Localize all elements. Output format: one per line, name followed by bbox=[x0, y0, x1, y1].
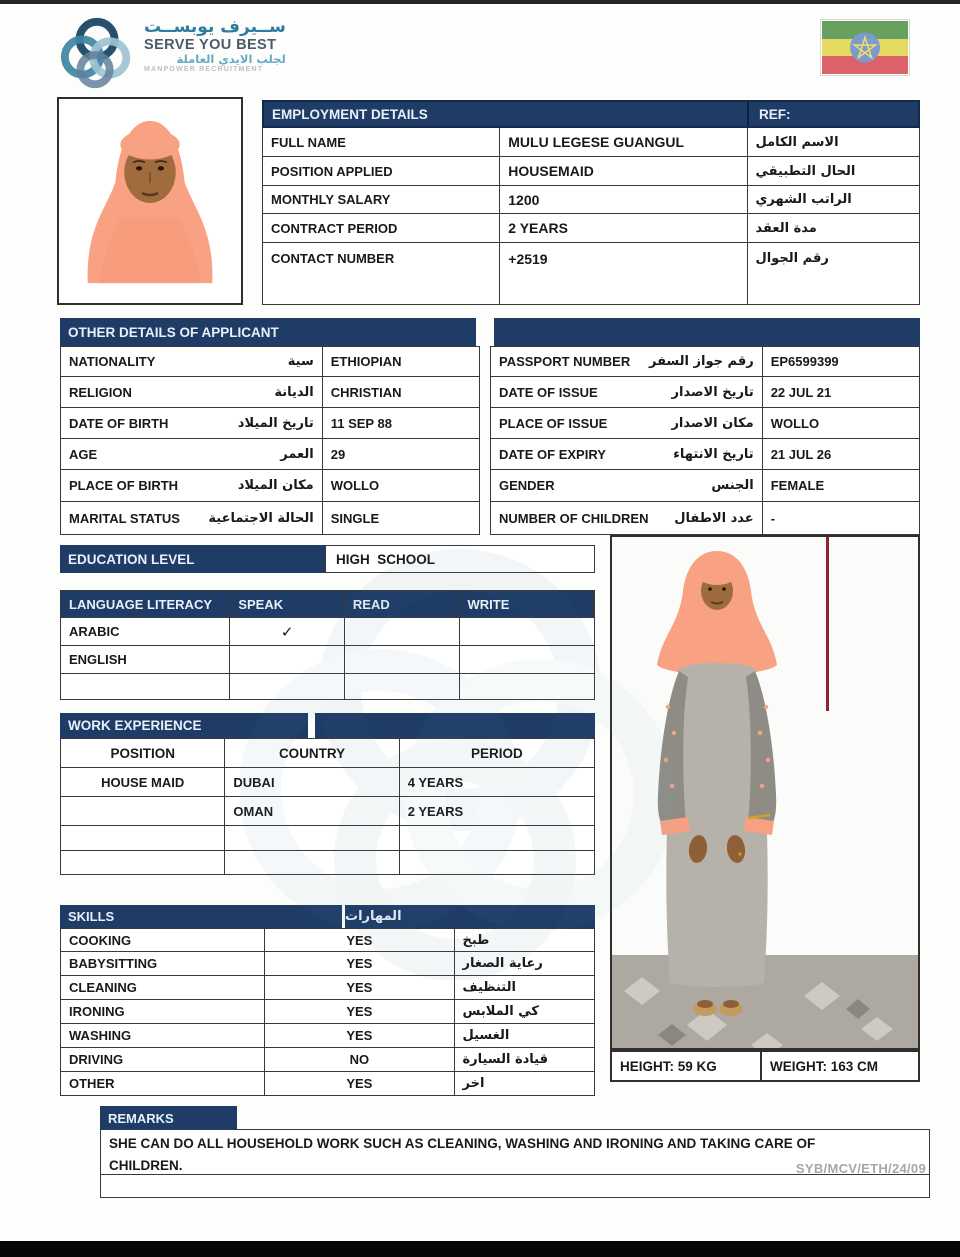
skill-row-babysitting bbox=[60, 952, 595, 976]
employment-row-contract bbox=[262, 214, 920, 243]
detail-row-nationality bbox=[60, 346, 480, 377]
work-experience-title-extension bbox=[315, 713, 595, 738]
column-header: PERIOD bbox=[470, 745, 523, 761]
field-label: RELIGION bbox=[69, 384, 132, 400]
detail-row-date-of-birth bbox=[60, 408, 480, 439]
field-label-pair bbox=[491, 408, 763, 438]
field-label: MONTHLY SALARY bbox=[263, 186, 500, 213]
skill-value: NO bbox=[265, 1048, 454, 1071]
work-row bbox=[60, 851, 595, 875]
field-label-arabic: سية bbox=[287, 354, 314, 369]
speak-cell bbox=[230, 674, 345, 699]
field-value: WOLLO bbox=[330, 478, 380, 493]
write-cell bbox=[460, 646, 594, 673]
field-label-arabic: مكان الميلاد bbox=[237, 478, 314, 493]
height-value: HEIGHT: 59 KG bbox=[610, 1050, 760, 1082]
field-label-arabic: مدة العقد bbox=[755, 220, 817, 236]
country-cell bbox=[225, 851, 399, 874]
period-cell bbox=[400, 851, 594, 874]
write-cell bbox=[460, 674, 594, 699]
skill-row-washing bbox=[60, 1024, 595, 1048]
skill-label: IRONING bbox=[61, 1000, 265, 1023]
field-label: DATE OF BIRTH bbox=[69, 415, 169, 431]
scan-edge-bottom bbox=[0, 1241, 960, 1257]
field-label: DATE OF EXPIRY bbox=[499, 446, 606, 462]
skill-row-driving bbox=[60, 1048, 595, 1072]
field-label-arabic: تاريخ الاصدار bbox=[671, 384, 754, 400]
field-label-arabic: تاريخ الانتهاء bbox=[673, 446, 754, 462]
field-label-arabic: الحال التطبيقي bbox=[755, 163, 856, 179]
skill-label-arabic: طبخ bbox=[462, 932, 490, 948]
field-label-arabic: مكان الاصدار bbox=[671, 415, 754, 431]
field-label-arabic: الديانة bbox=[274, 384, 314, 400]
full-body-illustration bbox=[612, 537, 918, 1048]
field-label-arabic: العمر bbox=[280, 446, 314, 462]
remarks-box bbox=[100, 1129, 930, 1198]
field-label: CONTACT NUMBER bbox=[263, 243, 500, 304]
field-value: MULU LEGESE GUANGUL bbox=[500, 128, 747, 156]
agency-logo bbox=[58, 14, 318, 98]
work-row bbox=[60, 768, 595, 797]
field-label-pair bbox=[61, 377, 323, 407]
logo-arabic-tagline: لجلب الايدي العاملة bbox=[176, 52, 286, 67]
skill-row-cooking bbox=[60, 928, 595, 952]
skills-table bbox=[60, 928, 595, 1096]
height-weight-row bbox=[610, 1050, 920, 1082]
position-cell bbox=[61, 826, 225, 850]
field-label-pair bbox=[61, 502, 323, 534]
detail-row-place-of-birth bbox=[60, 470, 480, 502]
logo-english-name: SERVE YOU BEST bbox=[144, 37, 277, 54]
speak-checkmark: ✓ bbox=[230, 618, 345, 645]
employment-details-title: EMPLOYMENT DETAILS bbox=[264, 102, 747, 126]
language-name bbox=[61, 674, 230, 699]
portrait-illustration bbox=[60, 99, 240, 301]
other-details-title: OTHER DETAILS OF APPLICANT bbox=[60, 318, 476, 346]
detail-row-age bbox=[60, 439, 480, 470]
remarks-text: SHE CAN DO ALL HOUSEHOLD WORK SUCH AS CLEANING, WASHING AND IRONING AND TAKING CARE OF CHILDREN. bbox=[109, 1136, 816, 1173]
field-value: 2 YEARS bbox=[500, 214, 747, 242]
work-experience-table bbox=[60, 738, 595, 875]
detail-row-number-of-children bbox=[490, 502, 920, 535]
skill-label-arabic: اخر bbox=[462, 1076, 485, 1091]
field-label-arabic: تاريخ الميلاد bbox=[237, 415, 314, 431]
portrait-photo bbox=[57, 97, 243, 305]
work-experience-title: WORK EXPERIENCE bbox=[60, 713, 308, 738]
ref-label: REF: bbox=[747, 102, 918, 126]
field-label-arabic: الراتب الشهري bbox=[755, 192, 852, 207]
field-label: CONTRACT PERIOD bbox=[263, 214, 500, 242]
skill-value: YES bbox=[265, 1024, 454, 1047]
write-cell bbox=[460, 618, 594, 645]
field-value: 1200 bbox=[500, 186, 747, 213]
skill-label-arabic: الغسيل bbox=[462, 1028, 510, 1043]
field-label-pair bbox=[491, 347, 763, 376]
skill-row-other bbox=[60, 1072, 595, 1096]
field-value: +2519 bbox=[500, 243, 747, 304]
field-value: ETHIOPIAN bbox=[330, 354, 402, 369]
other-details-right-table bbox=[490, 346, 920, 535]
field-value: 22 JUL 21 bbox=[770, 384, 832, 400]
logo-knot-icon bbox=[58, 14, 136, 94]
field-label-pair bbox=[61, 439, 323, 469]
read-cell bbox=[345, 646, 460, 673]
period-cell: 2 YEARS bbox=[407, 803, 464, 819]
field-label: FULL NAME bbox=[263, 128, 500, 156]
skill-label-arabic: التنظيف bbox=[462, 980, 516, 995]
employment-details-table bbox=[262, 100, 920, 305]
skill-value: YES bbox=[265, 1072, 454, 1095]
field-value: CHRISTIAN bbox=[330, 384, 402, 400]
column-header: READ bbox=[345, 591, 460, 617]
work-header-row bbox=[60, 738, 595, 768]
employment-row-salary bbox=[262, 186, 920, 214]
detail-row-marital-status bbox=[60, 502, 480, 535]
field-label-arabic: رقم الجوال bbox=[755, 251, 829, 266]
column-header: SPEAK bbox=[230, 591, 345, 617]
scan-edge-top bbox=[0, 0, 960, 4]
field-label: MARITAL STATUS bbox=[69, 510, 180, 526]
position-cell: HOUSE MAID bbox=[61, 768, 225, 796]
field-value: HOUSEMAID bbox=[500, 157, 747, 185]
document-reference-code: SYB/MCV/ETH/24/09 bbox=[795, 1161, 926, 1176]
column-header: WRITE bbox=[460, 591, 595, 617]
logo-text-block bbox=[144, 14, 286, 98]
field-value: 29 bbox=[330, 446, 346, 462]
education-level-label: EDUCATION LEVEL bbox=[60, 545, 325, 573]
logo-arabic-name: ســيرف يوبســت bbox=[144, 17, 286, 37]
field-value: - bbox=[770, 510, 776, 526]
field-label-arabic: عدد الاطفال bbox=[674, 510, 754, 526]
field-value: WOLLO bbox=[770, 415, 820, 431]
field-label: NATIONALITY bbox=[69, 354, 156, 369]
field-label: PLACE OF BIRTH bbox=[69, 478, 179, 493]
employment-details-header-row bbox=[262, 100, 920, 128]
field-value: SINGLE bbox=[330, 510, 380, 526]
detail-row-gender bbox=[490, 470, 920, 502]
skill-value: YES bbox=[265, 976, 454, 999]
skill-label: CLEANING bbox=[61, 976, 265, 999]
period-cell: 4 YEARS bbox=[407, 774, 464, 790]
field-label: PLACE OF ISSUE bbox=[499, 415, 608, 431]
field-label: AGE bbox=[69, 446, 98, 462]
full-body-photo bbox=[610, 535, 920, 1050]
detail-row-date-of-issue bbox=[490, 377, 920, 408]
field-label-pair bbox=[491, 470, 763, 501]
language-name: ENGLISH bbox=[61, 646, 230, 673]
detail-row-date-of-expiry bbox=[490, 439, 920, 470]
language-row-arabic bbox=[60, 618, 595, 646]
field-value: 11 SEP 88 bbox=[330, 415, 392, 431]
column-header: POSITION bbox=[61, 739, 225, 767]
employment-row-contact bbox=[262, 243, 920, 305]
field-label-arabic: رقم جواز السفر bbox=[648, 354, 754, 369]
field-label-arabic: الحالة الاجتماعية bbox=[208, 510, 314, 526]
skills-title-arabic: المهارات bbox=[345, 905, 595, 928]
skill-value: YES bbox=[265, 952, 454, 975]
field-value: 21 JUL 26 bbox=[770, 446, 832, 462]
field-label: DATE OF ISSUE bbox=[499, 384, 598, 400]
detail-row-place-of-issue bbox=[490, 408, 920, 439]
other-details-left-table bbox=[60, 346, 480, 535]
country-cell: OMAN bbox=[225, 797, 399, 825]
skill-label-arabic: كي الملابس bbox=[462, 1004, 539, 1019]
skill-label: BABYSITTING bbox=[61, 952, 265, 975]
skills-title: SKILLS bbox=[60, 905, 342, 928]
field-label-arabic: الجنس bbox=[711, 478, 754, 493]
language-row-english bbox=[60, 646, 595, 674]
skill-row-ironing bbox=[60, 1000, 595, 1024]
language-header-row bbox=[60, 590, 595, 618]
field-value: EP6599399 bbox=[770, 354, 839, 369]
skill-row-cleaning bbox=[60, 976, 595, 1000]
field-label-arabic: الاسم الكامل bbox=[755, 134, 839, 150]
other-details-title-extension bbox=[494, 318, 920, 346]
logo-english-tagline: MANPOWER RECRUITMENT bbox=[144, 66, 264, 74]
field-label-pair bbox=[491, 502, 763, 534]
skill-label-arabic: رعاية الصغار bbox=[462, 956, 543, 971]
education-level-value: HIGH SCHOOL bbox=[325, 545, 595, 573]
work-row bbox=[60, 797, 595, 826]
speak-cell bbox=[230, 646, 345, 673]
field-label: PASSPORT NUMBER bbox=[499, 354, 631, 369]
field-label-pair bbox=[61, 470, 323, 501]
skill-label: WASHING bbox=[61, 1024, 265, 1047]
language-row-empty bbox=[60, 674, 595, 700]
read-cell bbox=[345, 618, 460, 645]
skill-label: DRIVING bbox=[61, 1048, 265, 1071]
field-label: GENDER bbox=[499, 478, 555, 493]
field-label-pair bbox=[491, 439, 763, 469]
detail-row-religion bbox=[60, 377, 480, 408]
country-cell: DUBAI bbox=[225, 768, 399, 796]
field-value: FEMALE bbox=[770, 478, 825, 493]
skill-label: COOKING bbox=[61, 929, 265, 951]
remarks-title: REMARKS bbox=[100, 1106, 237, 1130]
field-label-pair bbox=[491, 377, 763, 407]
employment-row-position bbox=[262, 157, 920, 186]
period-cell bbox=[400, 826, 594, 850]
field-label: POSITION APPLIED bbox=[263, 157, 500, 185]
language-name: ARABIC bbox=[61, 618, 230, 645]
ethiopia-flag-icon bbox=[820, 19, 910, 76]
column-header: LANGUAGE LITERACY bbox=[61, 591, 230, 617]
language-literacy-table bbox=[60, 590, 595, 700]
detail-row-passport-number bbox=[490, 346, 920, 377]
read-cell bbox=[345, 674, 460, 699]
position-cell bbox=[61, 851, 225, 874]
skill-label-arabic: قيادة السيارة bbox=[462, 1052, 548, 1067]
weight-value: WEIGHT: 163 CM bbox=[760, 1050, 920, 1082]
field-label: NUMBER OF CHILDREN bbox=[499, 510, 649, 526]
country-cell bbox=[225, 826, 399, 850]
skill-value: YES bbox=[265, 1000, 454, 1023]
skill-label: OTHER bbox=[61, 1072, 265, 1095]
skill-value: YES bbox=[265, 929, 454, 951]
field-label-pair bbox=[61, 347, 323, 376]
column-header: COUNTRY bbox=[225, 739, 399, 767]
position-cell bbox=[61, 797, 225, 825]
employment-row-full-name bbox=[262, 128, 920, 157]
field-label-pair bbox=[61, 408, 323, 438]
work-row bbox=[60, 826, 595, 851]
